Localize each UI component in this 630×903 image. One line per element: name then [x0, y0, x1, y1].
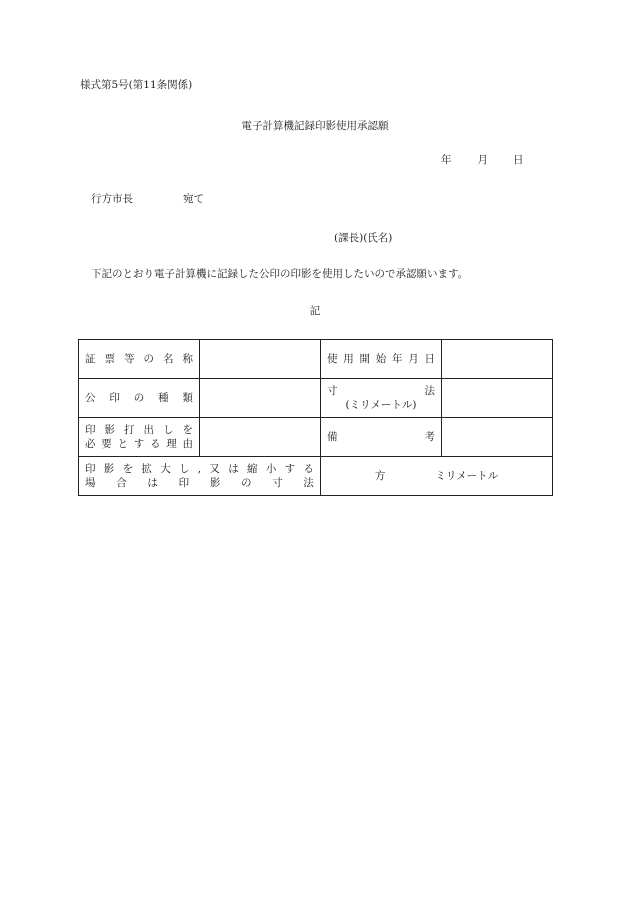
- seal-type-label-cell: [79, 379, 200, 418]
- size-label-cell: [321, 379, 442, 418]
- addressee: [91, 194, 204, 205]
- scale-unit-cell: [321, 457, 553, 496]
- date-line: [441, 155, 524, 166]
- remarks-label-cell: [321, 418, 442, 457]
- scale-label-line1: 印 影 を 拡 大 し , 又 は 縮 小 す る: [85, 462, 314, 475]
- detail-table: [78, 339, 553, 496]
- reason-label-cell: [79, 418, 200, 457]
- date-day: 日: [513, 154, 524, 166]
- size-unit-label: (ミリメートル): [345, 399, 417, 411]
- scale-label-line2: 場 合 は 印 影 の 寸 法: [85, 477, 314, 489]
- scale-unit-square: 方: [374, 469, 386, 482]
- reason-label-line1: 印 影 打 出 し を: [85, 423, 193, 436]
- table-row: [79, 457, 553, 496]
- applicant-line: (課長)(氏名): [334, 232, 393, 244]
- table-row: [79, 418, 553, 457]
- scale-label-cell: [79, 457, 321, 496]
- remarks-label: 備 考: [327, 430, 435, 443]
- form-number: 様式第5号(第11条関係): [80, 79, 193, 91]
- scale-unit-mm: ミリメートル: [435, 469, 499, 482]
- start-date-label: 使 用 開 始 年 月 日: [327, 352, 435, 365]
- table-row: [79, 379, 553, 418]
- reason-value-cell: [200, 418, 321, 457]
- remarks-value-cell: [442, 418, 553, 457]
- addressee-recipient: 行方市長: [91, 193, 133, 205]
- date-year: 年: [441, 154, 452, 166]
- size-value-cell: [442, 379, 553, 418]
- certificate-name-value-cell: [200, 340, 321, 379]
- certificate-name-label-cell: [79, 340, 200, 379]
- table-row: [79, 340, 553, 379]
- ki-heading: 記: [309, 305, 321, 317]
- scale-unit-line: [327, 469, 546, 483]
- seal-type-label: 公 印 の 種 類: [85, 391, 193, 404]
- date-month: 月: [477, 154, 488, 166]
- start-date-label-cell: [321, 340, 442, 379]
- certificate-name-label: 証 票 等 の 名 称: [85, 352, 193, 365]
- request-text: 下記のとおり電子計算機に記録した公印の印影を使用したいので承認願います。: [91, 268, 469, 280]
- addressee-suffix: 宛て: [183, 193, 204, 205]
- reason-label-line2: 必 要 と す る 理 由: [85, 438, 193, 450]
- size-label: 寸 法: [327, 384, 435, 397]
- seal-type-value-cell: [200, 379, 321, 418]
- document-title: 電子計算機記録印影使用承認願: [241, 120, 389, 132]
- start-date-value-cell: [442, 340, 553, 379]
